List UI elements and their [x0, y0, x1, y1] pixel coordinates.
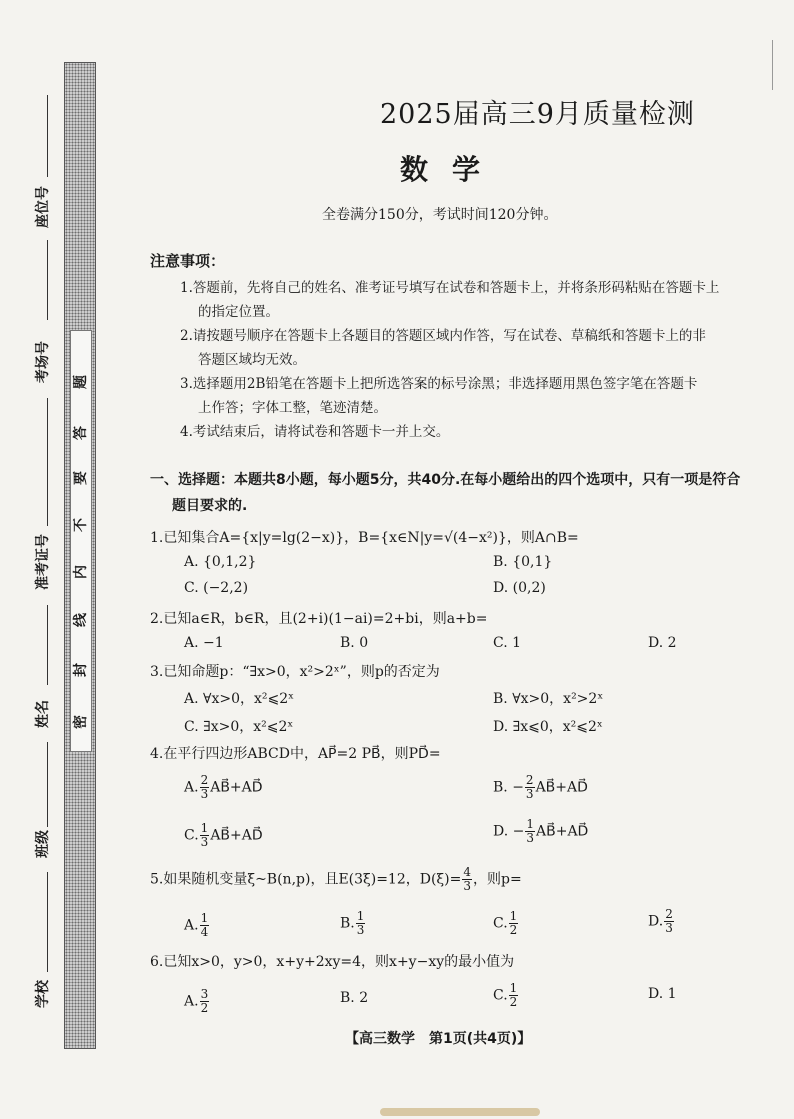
question-4-stem: 4.在平行四边形ABCD中，AP⃗=2 PB⃗，则PD⃗=	[150, 746, 441, 762]
stem-text: 5.如果随机变量ξ~B(n,p)，且E(3ξ)=12，D(ξ)=	[150, 871, 462, 888]
notice-item: 3.选择题用2B铅笔在答题卡上把所选答案的标号涂黑；非选择题用黑色签字笔在答题卡	[180, 376, 698, 392]
seal-notice-box	[70, 330, 92, 752]
numerator: 1	[200, 821, 209, 835]
option-letter: C.	[493, 915, 508, 932]
class-label: 班级	[35, 830, 51, 858]
fraction	[525, 774, 535, 801]
scan-edge	[380, 1108, 540, 1116]
option-letter: C.	[493, 987, 508, 1004]
q4-option-a	[184, 774, 263, 801]
school-label: 学校	[35, 980, 51, 1008]
denominator: 2	[200, 1001, 209, 1015]
numerator: 2	[525, 773, 534, 787]
denominator: 3	[525, 787, 534, 801]
notice-heading: 注意事项：	[150, 252, 226, 270]
q3-option-c: C. ∃x>0，x²⩽2ˣ	[184, 719, 294, 735]
notice-item: 的指定位置。	[198, 304, 279, 320]
q2-option-c: C. 1	[493, 635, 522, 651]
seal-char: 答	[73, 426, 89, 440]
denominator: 3	[200, 787, 209, 801]
page-footer: 【高三数学 第1页(共4页)】	[345, 1031, 532, 1047]
seal-char: 密	[73, 715, 89, 729]
corner-mark	[772, 40, 791, 90]
option-letter: A.	[184, 917, 199, 934]
question-3-stem: 3.已知命题p：“∃x>0，x²>2ˣ”，则p的否定为	[150, 664, 440, 680]
question-6-stem: 6.已知x>0，y>0，x+y+2xy=4，则x+y−xy的最小值为	[150, 954, 515, 970]
q1-option-d: D. (0,2)	[493, 580, 546, 596]
option-letter: A.	[184, 779, 199, 796]
numerator: 1	[356, 909, 365, 923]
numerator: 1	[526, 817, 534, 831]
denominator: 2	[509, 995, 518, 1009]
fraction	[462, 866, 472, 893]
section-heading-cont: 题目要求的.	[172, 498, 248, 514]
exam-room-label: 考场号	[35, 341, 51, 383]
denominator: 3	[526, 831, 534, 845]
numerator: 4	[463, 865, 471, 879]
question-2-stem: 2.已知a∈R，b∈R，且(2+i)(1−ai)=2+bi，则a+b=	[150, 611, 488, 627]
denominator: 3	[665, 921, 673, 935]
name-line	[47, 605, 48, 685]
q5-option-d	[648, 908, 675, 935]
seal-char: 不	[73, 518, 89, 532]
q2-option-d: D. 2	[648, 635, 677, 651]
seat-number-label: 座位号	[35, 186, 51, 228]
denominator: 3	[200, 835, 209, 849]
seal-char: 线	[73, 613, 89, 627]
fraction	[509, 982, 519, 1009]
question-1-stem: 1.已知集合A={x|y=lg(2−x)}，B={x∈N|y=√(4−x²)}，则A∩B=	[150, 530, 579, 546]
option-text: AB⃗+AD⃗	[210, 827, 263, 844]
fraction	[525, 818, 535, 845]
q3-option-d: D. ∃x⩽0，x²⩽2ˣ	[493, 719, 603, 735]
admission-ticket-line	[47, 398, 48, 526]
q6-option-a	[184, 988, 210, 1015]
option-letter: B. −	[493, 779, 524, 796]
fraction	[200, 988, 210, 1015]
seal-char: 内	[73, 565, 89, 579]
numerator: 3	[200, 987, 209, 1001]
denominator: 3	[356, 923, 365, 937]
subject-title: 数学	[400, 153, 505, 186]
class-line	[47, 742, 48, 827]
notice-item: 2.请按题号顺序在答题卡上各题目的答题区域内作答，写在试卷、草稿纸和答题卡上的非	[180, 328, 706, 344]
fraction	[200, 774, 210, 801]
seat-number-line	[47, 95, 48, 177]
fraction	[356, 910, 366, 937]
q1-option-a: A. {0,1,2}	[184, 554, 257, 570]
numerator: 1	[509, 909, 518, 923]
fraction	[200, 912, 210, 939]
numerator: 1	[200, 911, 209, 925]
q3-option-b: B. ∀x>0，x²>2ˣ	[493, 691, 604, 707]
numerator: 1	[509, 981, 518, 995]
section-heading: 一、选择题：本题共8小题，每小题5分，共40分.在每小题给出的四个选项中，只有一项是符合	[150, 472, 741, 488]
q6-option-d: D. 1	[648, 986, 677, 1002]
q3-option-a: A. ∀x>0，x²⩽2ˣ	[184, 691, 295, 707]
stem-text: ，则p=	[472, 871, 522, 888]
option-letter: D.	[648, 913, 664, 930]
question-5-stem	[150, 866, 522, 893]
option-letter: B.	[340, 915, 355, 932]
q1-option-b: B. {0,1}	[493, 554, 553, 570]
notice-item: 4.考试结束后，请将试卷和答题卡一并上交。	[180, 424, 450, 440]
school-line	[47, 872, 48, 972]
option-text: AB⃗+AD⃗	[536, 823, 589, 840]
q4-option-c	[184, 822, 263, 849]
admission-ticket-label: 准考证号	[35, 534, 51, 590]
denominator: 3	[463, 879, 471, 893]
seal-char: 封	[73, 663, 89, 677]
name-label: 姓名	[35, 700, 51, 728]
full-score-line: 全卷满分150分，考试时间120分钟。	[322, 207, 558, 223]
q1-option-c: C. (−2,2)	[184, 580, 249, 596]
numerator: 2	[200, 773, 209, 787]
numerator: 2	[665, 907, 673, 921]
fraction	[664, 908, 674, 935]
q2-option-a: A. −1	[184, 635, 224, 651]
q4-option-b	[493, 774, 588, 801]
notice-item: 上作答；字体工整，笔迹清楚。	[198, 400, 387, 416]
notice-item: 答题区域均无效。	[198, 352, 306, 368]
exam-room-line	[47, 240, 48, 320]
q5-option-b	[340, 910, 366, 937]
q4-option-d	[493, 818, 588, 845]
exam-title: 2025届高三9月质量检测	[380, 99, 695, 130]
option-letter: C.	[184, 827, 199, 844]
option-letter: A.	[184, 993, 199, 1010]
seal-char: 题	[73, 375, 89, 389]
option-text: AB⃗+AD⃗	[210, 779, 263, 796]
seal-char: 要	[73, 471, 89, 485]
q5-option-c	[493, 910, 519, 937]
q5-option-a	[184, 912, 210, 939]
q6-option-b: B. 2	[340, 990, 369, 1006]
fraction	[200, 822, 210, 849]
fraction	[509, 910, 519, 937]
notice-item: 1.答题前，先将自己的姓名、准考证号填写在试卷和答题卡上，并将条形码粘贴在答题卡上	[180, 280, 720, 296]
q2-option-b: B. 0	[340, 635, 369, 651]
denominator: 2	[509, 923, 518, 937]
q6-option-c	[493, 982, 519, 1009]
option-letter: D. −	[493, 823, 525, 840]
option-text: AB⃗+AD⃗	[535, 779, 588, 796]
denominator: 4	[200, 925, 209, 939]
